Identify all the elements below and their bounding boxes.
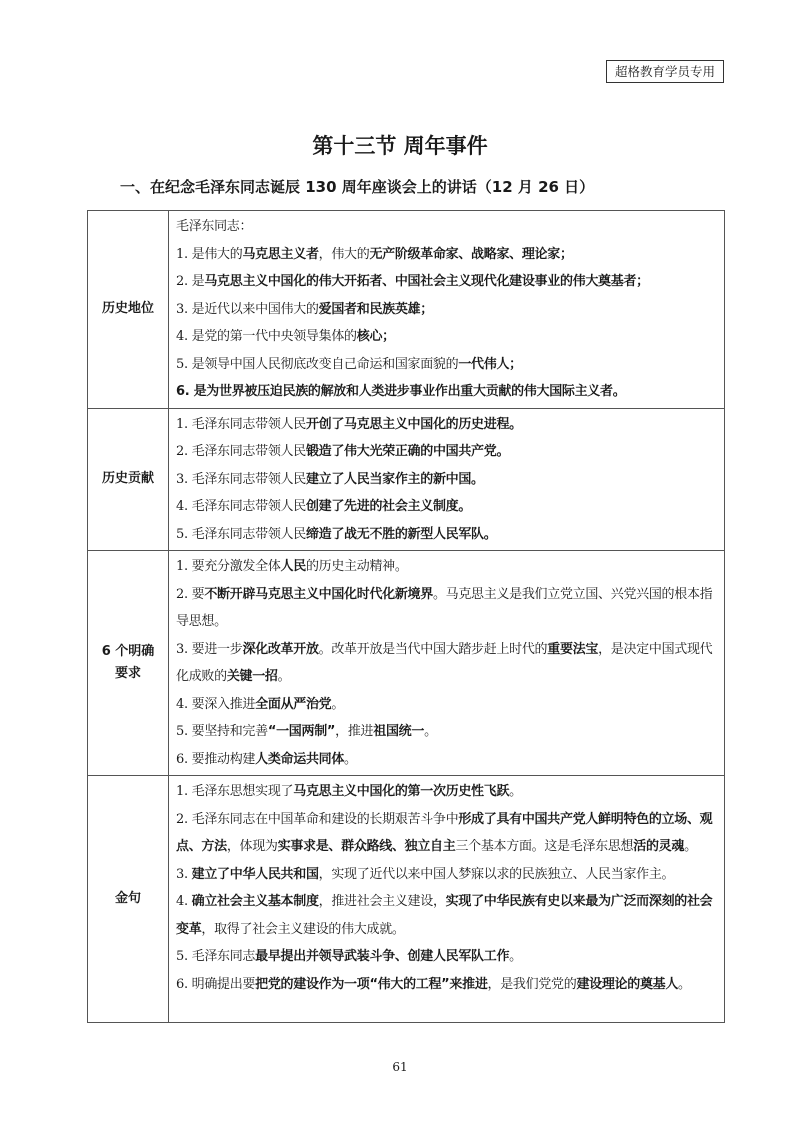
text: 6. 明确提出要 bbox=[176, 976, 256, 992]
list-item bbox=[176, 323, 718, 351]
bold-text: 开创了马克思主义中国化的历史进程。 bbox=[305, 416, 522, 432]
text: 。 bbox=[509, 784, 522, 799]
row-content bbox=[169, 776, 725, 1023]
bold-text: 实现了中华民族有史以来最为广泛而深刻的社会变革 bbox=[176, 894, 713, 937]
text: ，是决定中国式现代化成败的 bbox=[176, 641, 713, 684]
summary-table bbox=[87, 210, 725, 1023]
text: 1. 毛泽东思想实现了 bbox=[176, 784, 294, 799]
row-content bbox=[169, 211, 725, 409]
row-label: 金句 bbox=[88, 776, 169, 1023]
bold-text: 一代伟人； bbox=[458, 356, 522, 372]
text: 5. 毛泽东同志 bbox=[176, 949, 256, 964]
bold-text: 锻造了伟大光荣正确的中国共产党。 bbox=[305, 444, 510, 459]
list-item bbox=[176, 438, 718, 466]
bold-text: 马克思主义中国化的第一次历史性飞跃 bbox=[293, 784, 510, 799]
bold-text: 建立了中华人民共和国 bbox=[191, 866, 319, 882]
bold-text: 无产阶级革命家、战略家、理论家； bbox=[369, 246, 573, 262]
text: 的历史主动精神。 bbox=[305, 559, 408, 574]
text: 。改革开放是当代中国大踏步赶上时代的 bbox=[318, 641, 548, 657]
bold-text: 祖国统一 bbox=[373, 724, 425, 739]
bold-text: 重要法宝 bbox=[547, 641, 599, 657]
text: 4. 是党的第一代中央领导集体的 bbox=[176, 329, 357, 344]
text: 4. 毛泽东同志带领人民 bbox=[176, 499, 306, 514]
bold-text: 人类命运共同体 bbox=[255, 751, 345, 767]
row-content bbox=[169, 551, 725, 776]
text: 2. 毛泽东同志在中国革命和建设的长期艰苦斗争中 bbox=[176, 811, 459, 827]
text: 1. 是伟大的 bbox=[176, 246, 243, 262]
bold-text: 核心； bbox=[356, 329, 395, 344]
text: 5. 是领导中国人民彻底改变自己命运和国家面貌的 bbox=[176, 356, 459, 372]
text: ，伟大的 bbox=[318, 246, 370, 262]
table-row bbox=[88, 551, 725, 776]
text: 2. 毛泽东同志带领人民 bbox=[176, 444, 306, 459]
text: 。 bbox=[424, 724, 437, 739]
text: 。 bbox=[509, 949, 522, 964]
list-item bbox=[176, 521, 718, 549]
text: ，是我们党党的 bbox=[487, 976, 577, 992]
bold-text: “一国两制” bbox=[267, 724, 336, 739]
text: 1. 毛泽东同志带领人民 bbox=[176, 416, 306, 432]
bold-text: 活的灵魂 bbox=[633, 839, 685, 854]
row-label: 历史地位 bbox=[88, 211, 169, 409]
text: 3. bbox=[176, 866, 192, 882]
bold-text: 创建了先进的社会主义制度。 bbox=[305, 499, 472, 514]
text: 4. 要深入推进 bbox=[176, 696, 256, 712]
list-item bbox=[176, 806, 718, 861]
text: 。 bbox=[344, 751, 357, 767]
list-item bbox=[176, 718, 718, 746]
list-item bbox=[176, 778, 718, 806]
list-item bbox=[176, 493, 718, 521]
text: 2. 是 bbox=[176, 274, 205, 289]
list-item bbox=[176, 746, 718, 774]
text: 。 bbox=[277, 669, 291, 684]
text: ，推进社会主义建设， bbox=[318, 894, 446, 909]
bold-text: 确立社会主义基本制度 bbox=[191, 894, 319, 909]
bold-text: 马克思主义中国化的伟大开拓者、中国社会主义现代化建设事业的伟大奠基者； bbox=[204, 274, 649, 289]
bold-text: 建设理论的奠基人 bbox=[576, 976, 679, 992]
table-row bbox=[88, 408, 725, 551]
text: 5. 要坚持和完善 bbox=[176, 724, 268, 739]
bold-text: 把党的建设作为一项“伟大的工程”来推进 bbox=[255, 976, 488, 992]
text: ，实现了近代以来中国人梦寐以求的民族独立、人民当家作主。 bbox=[318, 866, 675, 882]
bold-text: 爱国者和民族英雄； bbox=[318, 301, 433, 317]
list-item bbox=[176, 296, 718, 324]
bold-text: 形成了具有中国共产党人鲜明特色的立场、观点、方法 bbox=[176, 811, 713, 854]
text: 三个基本方面。这是毛泽东思想 bbox=[455, 839, 634, 854]
list-item bbox=[176, 411, 718, 439]
bold-text: 不断开辟马克思主义中国化时代化新境界 bbox=[204, 586, 433, 602]
text: 。马克思主义是我们立党立国、兴党兴国的根本指导思想。 bbox=[176, 586, 713, 629]
list-item bbox=[176, 213, 718, 241]
text: 6. 要推动构建 bbox=[176, 751, 256, 767]
bold-text: 实事求是、群众路线、独立自主 bbox=[277, 839, 456, 854]
text: 毛泽东同志： bbox=[176, 219, 253, 234]
list-item bbox=[176, 861, 718, 889]
text: 5. 毛泽东同志带领人民 bbox=[176, 526, 306, 542]
list-item bbox=[176, 636, 718, 691]
row-label: 6 个明确 要求 bbox=[88, 551, 169, 776]
bold-text: 关键一招 bbox=[226, 669, 278, 684]
text: 。 bbox=[678, 976, 691, 992]
text: ，体现为 bbox=[226, 839, 278, 854]
list-item bbox=[176, 943, 718, 971]
bold-text: 建立了人民当家作主的新中国。 bbox=[305, 471, 484, 487]
list-item bbox=[176, 351, 718, 379]
text: 4. bbox=[176, 894, 192, 909]
bold-text: 最早提出并领导武装斗争、创建人民军队工作 bbox=[255, 949, 510, 964]
bold-text: 马克思主义者 bbox=[242, 246, 319, 262]
page-number: 61 bbox=[392, 1060, 408, 1074]
bold-text: 缔造了战无不胜的新型人民军队。 bbox=[305, 526, 497, 542]
list-item bbox=[176, 971, 718, 999]
bold-text: 人民 bbox=[280, 559, 306, 574]
list-item bbox=[176, 241, 718, 269]
subsection-heading: 一、在纪念毛泽东同志诞辰 130 周年座谈会上的讲话（12 月 26 日） bbox=[120, 178, 595, 196]
list-item bbox=[176, 268, 718, 296]
text: 3. 要进一步 bbox=[176, 641, 243, 657]
header-tag: 超格教育学员专用 bbox=[606, 60, 724, 83]
text: 2. 要 bbox=[176, 586, 205, 602]
list-item bbox=[176, 581, 718, 636]
bold-text: 全面从严治党 bbox=[255, 696, 332, 712]
table-row bbox=[88, 211, 725, 409]
table-row bbox=[88, 776, 725, 1023]
text: ，推进 bbox=[335, 724, 374, 739]
bold-text: 6. 是为世界被压迫民族的解放和人类进步事业作出重大贡献的伟大国际主义者。 bbox=[176, 384, 626, 399]
bold-text: 深化改革开放 bbox=[242, 641, 319, 657]
row-content bbox=[169, 408, 725, 551]
text: 。 bbox=[331, 696, 345, 712]
text: 3. 是近代以来中国伟大的 bbox=[176, 301, 319, 317]
list-item bbox=[176, 691, 718, 719]
text: 3. 毛泽东同志带领人民 bbox=[176, 471, 306, 487]
text: 1. 要充分激发全体 bbox=[176, 559, 281, 574]
text: 。 bbox=[684, 839, 697, 854]
list-item bbox=[176, 378, 718, 406]
list-item bbox=[176, 466, 718, 494]
section-title: 第十三节 周年事件 bbox=[312, 134, 488, 158]
text: ，取得了社会主义建设的伟大成就。 bbox=[201, 921, 405, 937]
list-item bbox=[176, 888, 718, 943]
row-label: 历史贡献 bbox=[88, 408, 169, 551]
list-item bbox=[176, 553, 718, 581]
